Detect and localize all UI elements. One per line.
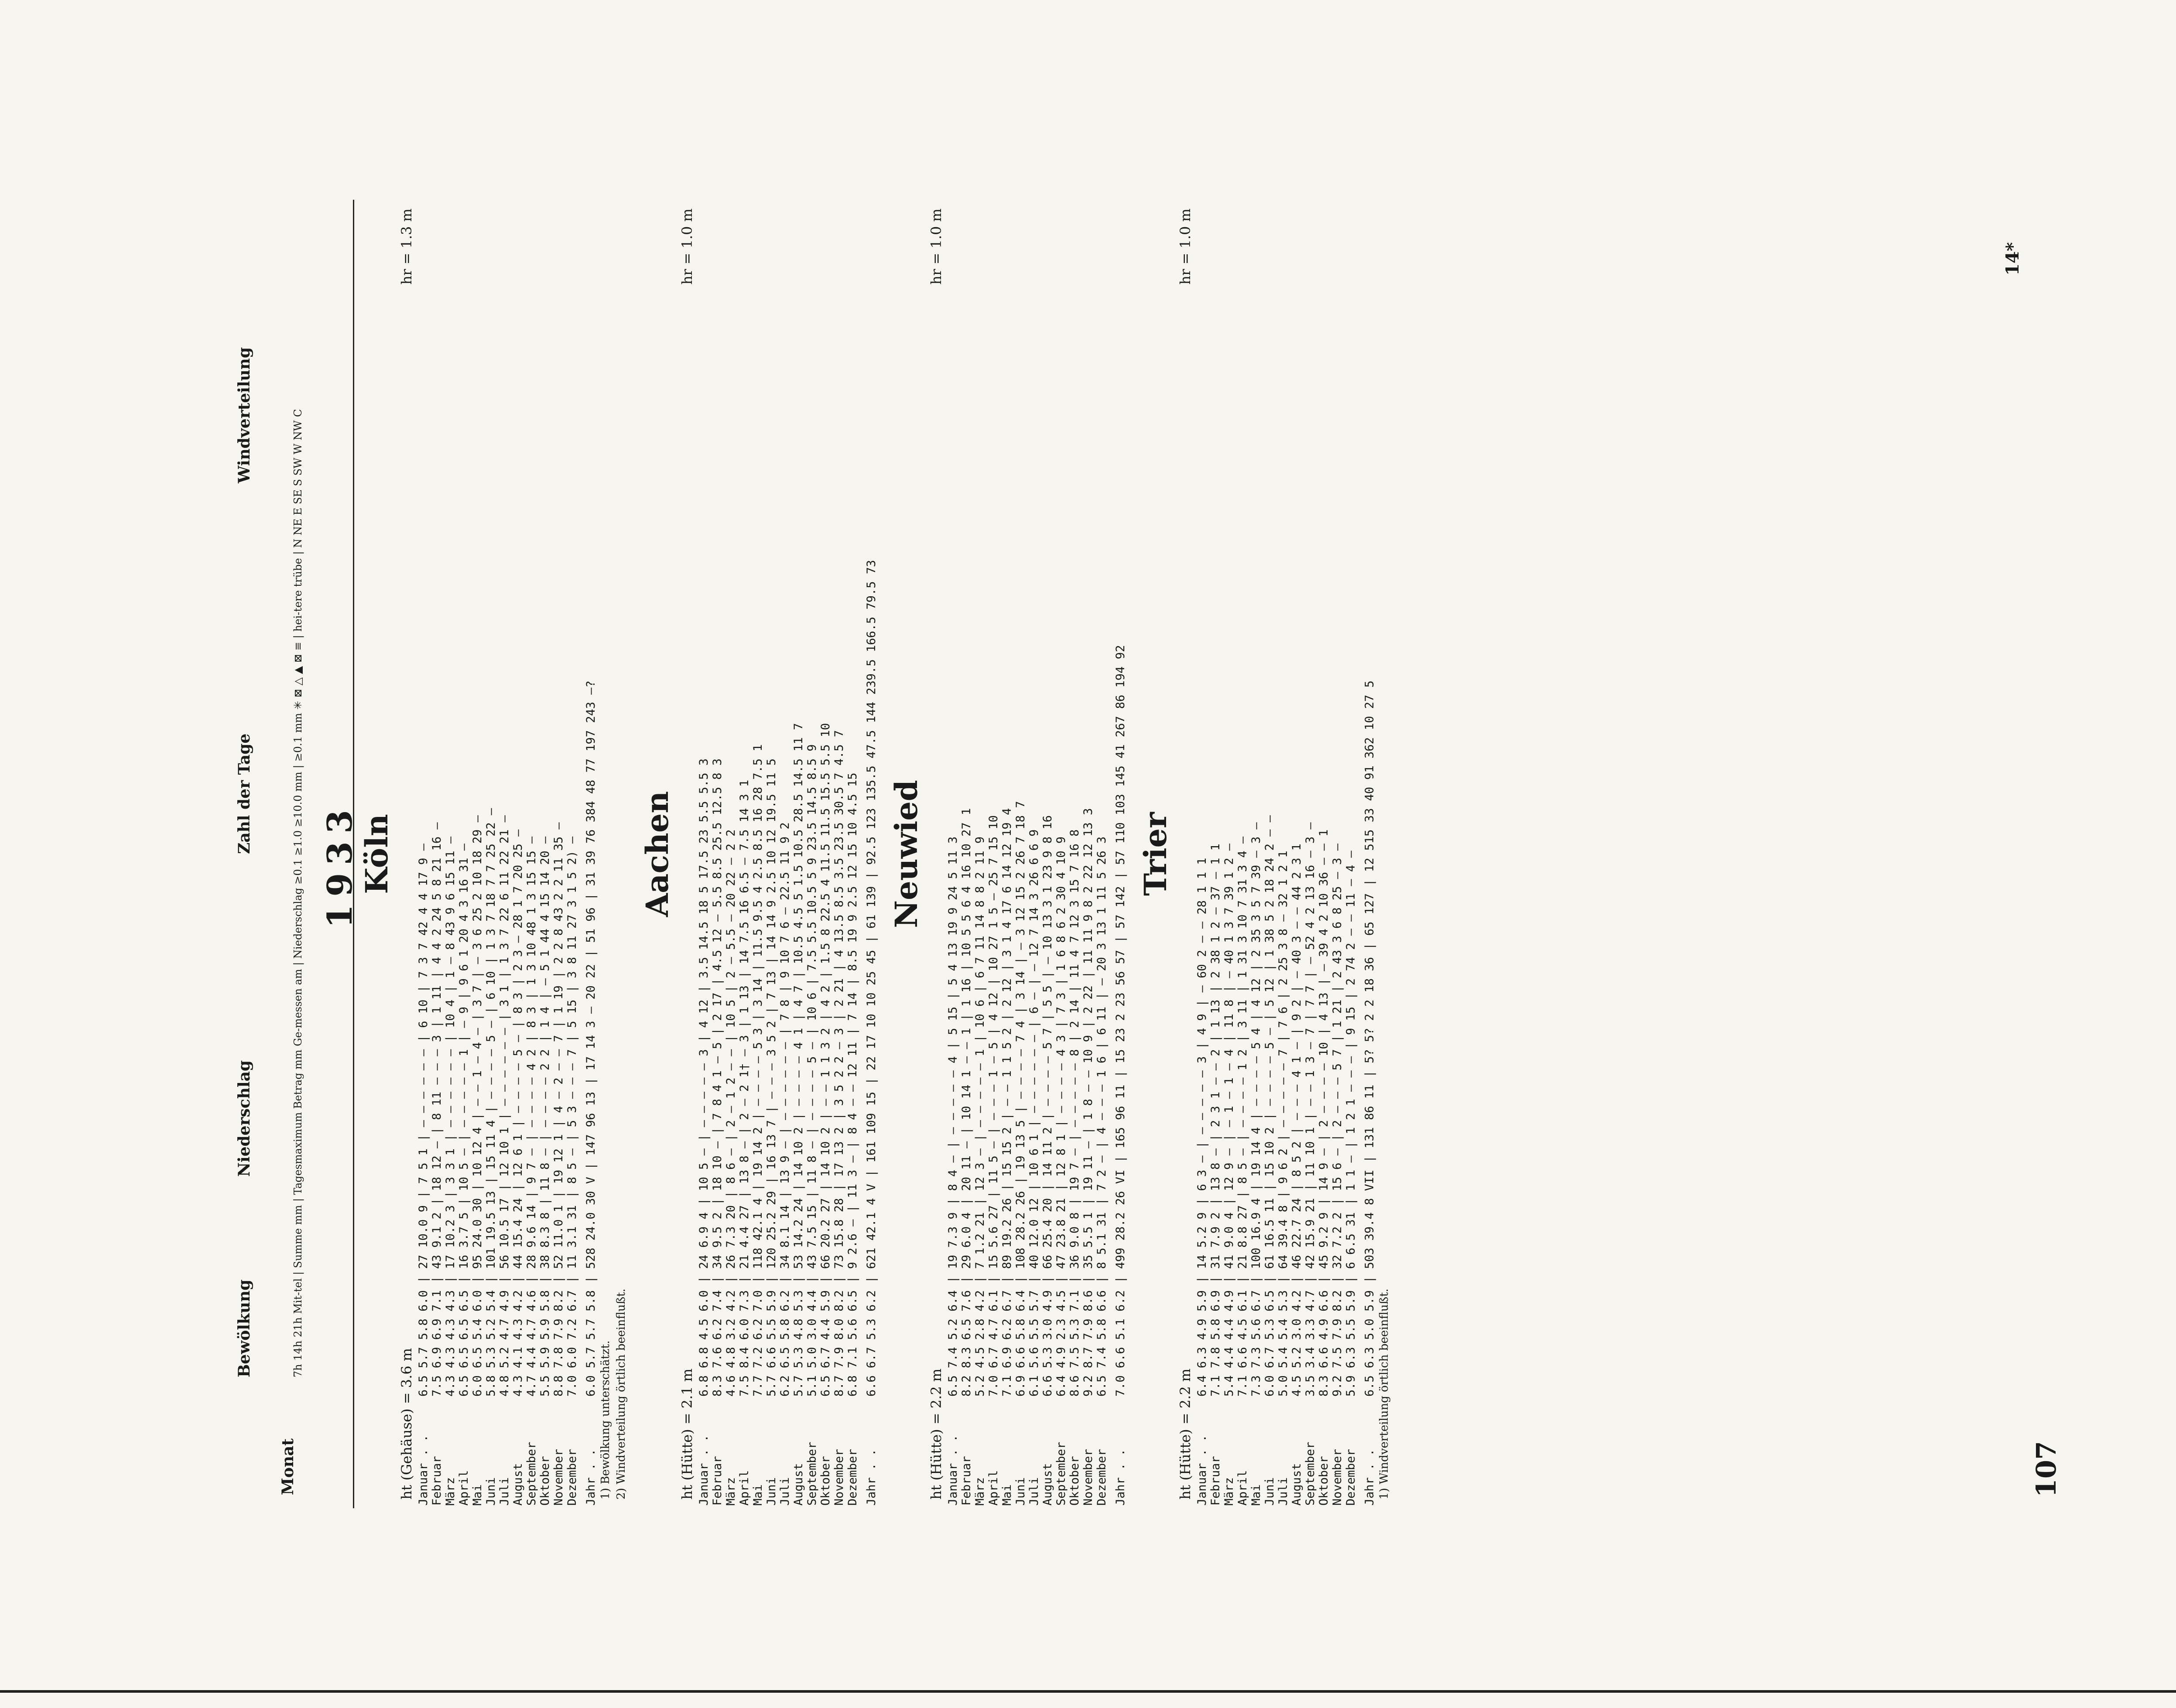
row-values: 5.1 5.0 3.0 4.4 | 43 7.5 15 | 11 8 — | — — — — 5 — | 10 6 | 7.5 5.5 10.5 5 9 23.5 14.5 8.5 9: [805, 744, 819, 1397]
row-values: 7.7 7.2 6.2 7.0 | 118 42.1 4 | 19 14 2 | — — — — 5 3 | 3 14 | 11.5 9.5 4 2.5 8.5 16 28 7.5 1: [751, 744, 765, 1397]
row-values: 5.7 6.6 5.5 5.9 | 120 25.2 29 | 16 13 7 | — — — 3 5 2 | 7 13 | 14 14 9 2.5 10 12 19.5 11 5: [765, 758, 778, 1397]
table-row: [538, 200, 552, 1508]
table-row: [792, 200, 805, 1508]
row-values: 7.1 6.6 4.5 6.1 | 21 8.8 27 | 8 5 — | — — — — 1 2 | 3 11 | 1 31 3 10 7 31 3 4 —: [1236, 836, 1249, 1397]
month-rows: [417, 200, 629, 1508]
footnote: 1) Bewölkung unterschätzt.: [599, 1340, 612, 1500]
table-row: [1014, 200, 1027, 1508]
header-zahl-der-tage: Zahl der Tage: [235, 733, 253, 854]
table-row: [805, 200, 819, 1508]
table-row: [1290, 200, 1304, 1508]
month-rows: [946, 200, 1127, 1508]
signature-mark: 14*: [2002, 242, 2023, 276]
row-values: 6.4 6.3 4.9 5.9 | 14 5.2 9 | 6 3 — | — — — — — 3 | 4 9 | — 60 2 — — 28 1 1 1: [1195, 857, 1209, 1397]
station-ht: ht (Hütte) = 2.1 m: [679, 1368, 695, 1500]
footnote: 2) Windverteilung örtlich beeinflußt.: [615, 1288, 628, 1500]
footnote: 1) Windverteilung örtlich beeinflußt.: [1378, 1288, 1391, 1500]
table-row: [1114, 200, 1127, 1508]
month-label: Januar . .: [417, 1435, 430, 1506]
month-label: Mai: [751, 1484, 765, 1506]
month-label: Januar . .: [697, 1435, 711, 1506]
month-label: März: [724, 1477, 738, 1506]
month-label: Mai: [1249, 1484, 1263, 1506]
row-values: 6.0 6.5 5.4 6.0 | 95 24.0 30 | 10 12 4 | — — 1 — 4 — | 3 7 | — 3 6 25 2 10 18 29 —: [471, 815, 484, 1397]
row-values: 8.6 7.5 5.3 7.1 | 36 9.0 8 | 19 7 — | — — — — — 8 | 2 14 | 11 4 7 12 3 15 7 16 8: [1068, 829, 1081, 1397]
month-label: Februar: [960, 1456, 973, 1506]
header-windverteilung: Windverteilung: [235, 347, 253, 483]
row-values: 5.5 5.9 5.9 5.8 | 38 8.3 8 | 11 8 — | — — — — 2 2 | 1 4 | — 5 1 44 4 15 14 20 —: [538, 836, 552, 1397]
row-values: 6.4 4.9 2.3 4.5 | 47 23.8 21 | 12 8 1 | — — — — 4 3 | 7 3 | 1 6 8 6 2 30 4 10 9: [1054, 836, 1068, 1397]
month-label: Februar: [430, 1456, 444, 1506]
table-row: [1195, 200, 1209, 1508]
month-label: September: [525, 1442, 538, 1506]
station-section: [887, 200, 1127, 1508]
table-row: [525, 200, 538, 1508]
table-row: [724, 200, 738, 1508]
month-label: November: [1081, 1448, 1095, 1506]
table-row: [1209, 200, 1222, 1508]
page-edge-line: [0, 1690, 2176, 1693]
month-label: Mai: [471, 1484, 484, 1506]
month-label: September: [1304, 1442, 1317, 1506]
table-row: [778, 200, 792, 1508]
month-label: Oktober: [538, 1456, 552, 1506]
month-label: November: [1331, 1448, 1344, 1506]
table-row: [584, 200, 598, 1508]
table-row: [565, 200, 579, 1508]
month-label: Juli: [498, 1477, 511, 1506]
row-values: 7.0 6.7 4.7 6.1 | 15 5.6 27 | 11 5 — | — — — 1 — 5 | 4 12 | 10 27 1 5 — 25 7 15 10: [987, 815, 1000, 1397]
header-monat: Monat: [279, 1438, 297, 1495]
page-number: 107: [2030, 1441, 2063, 1498]
station-hr: hr = 1.0 m: [1177, 208, 1194, 285]
row-values: 6.5 6.5 6.5 6.5 | 16 3.7 5 | 10 5 — | — — — — — 1 | — 9 | 9 6 1 20 4 3 16 31 —: [457, 844, 471, 1397]
climate-table: [226, 200, 1950, 1508]
table-row: [751, 200, 765, 1508]
station-name: Köln: [359, 814, 395, 894]
month-label: Juni: [1014, 1477, 1027, 1506]
station-hr: hr = 1.3 m: [398, 208, 415, 285]
row-values: 6.5 6.3 5.0 5.9 | 503 39.4 8 VII | 131 86 11 | 5? 5? 2 2 18 36 | 65 127 | 12 515 33 40 91 362 10 27 5: [1363, 680, 1376, 1397]
month-label: Oktober: [1068, 1456, 1081, 1506]
table-row: [444, 200, 457, 1508]
station-hr: hr = 1.0 m: [928, 208, 944, 285]
table-row: [1331, 200, 1344, 1508]
table-row: [1317, 200, 1331, 1508]
month-label: April: [738, 1470, 751, 1506]
month-label: Juni: [484, 1477, 498, 1506]
row-values: 8.3 6.6 4.9 6.6 | 45 9.2 9 | 14 9 — | 2 — — — — 10 | 4 13 | — 39 4 2 10 36 — — 1: [1317, 829, 1331, 1397]
row-values: 9.2 7.5 7.9 8.2 | 32 7.2 2 | 15 6 — | 2 — — — 5 7 | 1 21 | 2 43 3 6 8 25 — 3 —: [1331, 844, 1344, 1397]
table-row: [1041, 200, 1054, 1508]
row-values: 7.0 6.0 7.2 6.7 | 11 3.1 31 | 8 5 — | 5 3 — — — 7 | 5 15 | 3 8 11 27 3 1 5 2) —: [565, 836, 579, 1397]
station-ht: ht (Hütte) = 2.2 m: [928, 1368, 944, 1500]
month-label: Januar . .: [1195, 1435, 1209, 1506]
header-bewoelkung: Bewölkung: [235, 1279, 253, 1377]
month-label: Jahr . .: [584, 1448, 598, 1506]
header-niederschlag: Niederschlag: [235, 1060, 253, 1177]
table-row: [484, 200, 498, 1508]
table-row: [819, 200, 832, 1508]
station-hr: hr = 1.0 m: [679, 208, 695, 285]
month-label: Dezember: [1095, 1448, 1109, 1506]
row-values: 6.1 5.6 5.5 5.7 | 40 12.0 12 | 10 6 1 | — — — — — — | 6 — | — 12 7 14 3 26 6 6 9: [1027, 829, 1041, 1397]
table-row: [1236, 200, 1249, 1508]
row-values: 7.5 8.4 6.0 7.3 | 21 4.4 27 | 13 8 — | 2 — 2 1† — 3 | 1 13 | 14 7.5 16 6.5 — 7.5 14 3 1: [738, 779, 751, 1397]
table-row: [417, 200, 430, 1508]
row-values: 4.3 4.3 4.3 4.3 | 17 10.2 3 | 3 3 1 | — — — — — — | 10 4 | 1 — 8 43 9 6 15 11 —: [444, 836, 457, 1397]
month-label: April: [1236, 1470, 1249, 1506]
table-row: [1276, 200, 1290, 1508]
month-label: März: [444, 1477, 457, 1506]
month-rows: [1195, 200, 1392, 1508]
month-label: August: [792, 1463, 805, 1506]
table-row: [430, 200, 444, 1508]
month-label: Jahr . .: [1363, 1448, 1376, 1506]
row-values: 6.5 7.4 5.8 6.6 | 8 5.1 31 | 7 2 — | 4 — — — 1 6 | 6 11 | — 20 3 13 1 11 5 26 3: [1095, 836, 1109, 1397]
month-label: Oktober: [819, 1456, 832, 1506]
month-label: Juli: [778, 1477, 792, 1506]
table-row: [846, 200, 859, 1508]
row-values: 6.0 6.7 5.3 6.5 | 61 16.5 11 | 15 10 2 | — — — — 5 — | 5 12 | 1 38 5 2 18 24 2 — —: [1263, 815, 1276, 1397]
table-row: [1068, 200, 1081, 1508]
month-label: August: [1290, 1463, 1304, 1506]
table-row: [552, 200, 565, 1508]
row-values: 5.0 5.4 5.4 5.3 | 64 39.4 8 | 9 6 2 | — — — — — 7 | 7 6 | 2 25 3 8 — 32 1 2 1: [1276, 851, 1290, 1397]
table-row: [832, 200, 846, 1508]
row-values: 3.5 3.4 3.3 4.7 | 42 15.9 21 | 11 10 1 | — — 1 3 — 7 | 7 7 | — 52 4 2 13 16 — 3 —: [1304, 822, 1317, 1397]
row-values: 6.2 6.5 5.8 6.2 | 34 8.1 14 | 13 9 — | — — — — — — | 7 8 | 9 10 7 6 — 22.5 11 9 2: [778, 822, 792, 1397]
row-values: 6.5 7.4 5.2 6.4 | 19 7.3 9 | 8 4 — | — — — — — 4 | 5 15 | 5 4 13 19 9 24 5 11 3: [946, 836, 960, 1397]
table-row: [1081, 200, 1095, 1508]
table-row: [1054, 200, 1068, 1508]
station-section: [638, 200, 878, 1508]
month-label: August: [511, 1463, 525, 1506]
month-label: April: [987, 1470, 1000, 1506]
month-label: Mai: [1000, 1484, 1014, 1506]
row-values: 4.6 4.8 3.2 4.2 | 26 7.3 20 | 8 6 — | 2 — 1 2 — — | 10 5 | 2 — 5.5 — 20 22 — 2 2: [724, 829, 738, 1397]
table-row: [1222, 200, 1236, 1508]
row-values: 6.8 6.8 4.5 6.0 | 24 6.9 4 | 10 5 — | — — — — — 3 | 4 12 | 3.5 14.5 18 5 17.5 23 5.5 5.5 3: [697, 758, 711, 1397]
row-values: 6.6 5.3 3.0 4.9 | 66 25.4 20 | 14 11 2 | — — — — 5 7 | 5 5 | — 10 13 3 1 23 9 8 16: [1041, 815, 1054, 1397]
month-label: September: [1054, 1442, 1068, 1506]
row-values: 8.7 7.9 8.0 8.2 | 73 15.8 28 | 17 13 2 | 3 5 2 2 — 3 | 2 21 | 4 13.5 8.5 3.5 23.5 30.5 7 4.5 7: [832, 730, 846, 1397]
month-label: Dezember: [846, 1448, 859, 1506]
month-label: Februar: [1209, 1456, 1222, 1506]
row-values: 5.8 5.3 5.2 5.4 | 101 19.5 13 | 15 11 4 | — — — — 5 — | 6 10 | 1 3 7 18 7 7 25 22 —: [484, 808, 498, 1397]
table-row: [1363, 200, 1376, 1508]
table-row: [1095, 200, 1109, 1508]
row-values: 8.2 8.3 6.5 7.6 | 29 6.0 4 | 20 11 — | 10 14 1 — — 1 | 1 16 | 10 5 5 6 4 16 10 27 1: [960, 808, 973, 1397]
month-label: Juli: [1027, 1477, 1041, 1506]
row-values: 6.5 5.7 5.8 6.0 | 27 10.0 9 | 7 5 1 | — — — — — — | 6 10 | 7 3 7 42 4 4 17 9 —: [417, 844, 430, 1397]
row-values: 7.5 6.9 6.9 7.1 | 43 9.1 2 | 18 12 — | 8 11 — — — 3 | 1 11 | 4 4 2 24 5 8 21 16 —: [430, 822, 444, 1397]
station-name: Aachen: [639, 791, 675, 917]
row-values: 6.8 7.1 5.6 6.5 | 9 2.6 — | 11 3 — | 8 4 — — 12 11 | 7 14 | 8.5 19 9 2.5 12 15 10 4.5 15: [846, 772, 859, 1397]
station-heights: [677, 200, 697, 1508]
row-values: 4.3 4.1 4.3 4.2 | 44 15.4 24 | 12 6 1 | — — — — 5 — | 8 3 | 2 3 — 28 1 7 20 25 —: [511, 829, 525, 1397]
month-label: Juni: [765, 1477, 778, 1506]
row-values: 8.3 7.6 6.2 7.4 | 34 9.5 2 | 18 10 — | 7 8 4 1 — 5 | 2 17 | 4.5 12 — 5.5 8.5 25.5 12.5 8 3: [711, 758, 724, 1397]
row-values: 6.9 6.6 5.8 6.4 | 108 28.2 26 | 19 13 5 | — — — — 7 4 | 3 14 | — 3 12 15 2 26 7 18 7: [1014, 801, 1027, 1397]
table-row: [1000, 200, 1014, 1508]
header-subcolumns: 7h 14h 21h Mit-tel | Summe mm | Tagesmaximum Betrag mm Ge-messen am | Niederschlag ≥0.1 ≥1.0 ≥10.0 mm | ≥0.1 mm ✳ ⊠ △ ▲ ⊠ ≡ | hei-tere trübe | N NE E SE S SW W NW C: [292, 409, 304, 1377]
year-heading: 1933: [320, 802, 360, 928]
month-label: Juni: [1263, 1477, 1276, 1506]
row-values: 7.0 6.6 5.1 6.2 | 499 28.2 26 VI | 165 96 11 | 15 23 2 23 56 57 | 57 142 | 57 110 103 145 41 267 86 194 92: [1114, 645, 1127, 1397]
month-label: August: [1041, 1463, 1054, 1506]
month-label: Dezember: [1344, 1448, 1358, 1506]
month-label: März: [973, 1477, 987, 1506]
table-row: [1027, 200, 1041, 1508]
table-row: [498, 200, 511, 1508]
table-row: [697, 200, 711, 1508]
row-values: 4.8 5.2 4.7 4.9 | 56 10.5 17 | 12 10 1 | — — — — — — | 3 1 | 1 3 7 22 6 11 22 21 —: [498, 815, 511, 1397]
month-label: September: [805, 1442, 819, 1506]
table-row: [738, 200, 751, 1508]
row-values: 8.8 7.8 7.9 8.2 | 52 11.0 1 | 19 12 1 | 4 — 2 — — 7 | 1 19 | 2 2 8 43 2 2 11 35 —: [552, 822, 565, 1397]
month-label: Oktober: [1317, 1456, 1331, 1506]
month-label: Jahr . .: [1114, 1448, 1127, 1506]
month-rows: [697, 200, 878, 1508]
row-values: 5.4 4.4 4.4 4.9 | 41 9.0 4 | 12 9 — | — 1 — 1 — 4 | 11 8 | — 40 1 3 7 39 1 2 —: [1222, 844, 1236, 1397]
row-values: 5.7 5.3 4.8 5.3 | 53 14.2 24 | 14 10 2 | — — — — 4 1 | 4 7 | 10.5 4.5 5 1.5 10.5 28.5 14.5 11 7: [792, 723, 805, 1397]
month-label: November: [832, 1448, 846, 1506]
table-row: [1263, 200, 1276, 1508]
row-values: 7.1 6.9 6.2 6.7 | 89 19.2 26 | 15 15 2 | — — 1 1 5 2 | 2 12 | 3 1 4 17 6 14 12 19 4: [1000, 808, 1014, 1397]
month-label: März: [1222, 1477, 1236, 1506]
month-label: Dezember: [565, 1448, 579, 1506]
station-name: Neuwied: [888, 780, 924, 928]
station-ht: ht (Gehäuse) = 3.6 m: [398, 1348, 415, 1500]
station-heights: [926, 200, 946, 1508]
station-heights: [1175, 200, 1195, 1508]
row-values: 6.6 6.7 5.3 6.2 | 621 42.1 4 V | 161 109 15 | 22 17 10 10 25 45 | 61 139 | 92.5 123 135.5 47.5 144 239.5 166.5 79.5 73: [865, 560, 878, 1397]
month-label: Januar . .: [946, 1435, 960, 1506]
table-row: [973, 200, 987, 1508]
row-values: 7.1 7.8 5.8 6.9 | 31 7.9 2 | 13 8 — | 2 3 1 — — 2 | 1 13 | 2 38 1 2 — 37 — 1 1: [1209, 844, 1222, 1397]
table-row: [1344, 200, 1358, 1508]
month-label: Jahr . .: [865, 1448, 878, 1506]
row-values: 6.5 6.7 4.4 5.9 | 66 20.2 27 | 14 10 2 | — — 1 1 3 2 | 4 2 | 1.5 8 22.5 4 11.5 11.5 15.5 5.5 10: [819, 723, 832, 1397]
row-values: 4.7 4.4 4.7 4.6 | 28 9.6 14 | 9 7 — | — — — — 4 2 | 8 3 | 1 3 10 48 1 3 15 15 —: [525, 836, 538, 1397]
table-row: [987, 200, 1000, 1508]
table-row: [865, 200, 878, 1508]
station-heights: [397, 200, 417, 1508]
row-values: 5.9 6.3 5.5 5.9 | 6 6.5 31 | 1 1 — | 1 2 1 — — — | 9 15 | 2 74 2 — — 11 — 4 —: [1344, 851, 1358, 1397]
table-row: [765, 200, 778, 1508]
station-name: Trier: [1137, 812, 1174, 896]
table-row: [946, 200, 960, 1508]
month-label: November: [552, 1448, 565, 1506]
table-row: [711, 200, 724, 1508]
table-row: [1304, 200, 1317, 1508]
table-row: [457, 200, 471, 1508]
station-ht: ht (Hütte) = 2.2 m: [1177, 1368, 1194, 1500]
row-values: 7.3 7.3 5.6 6.7 | 100 16.9 4 | 19 14 4 | — — — — 5 4 | 4 12 | 2 35 3 5 7 39 — 3 —: [1249, 822, 1263, 1397]
station-section: [1136, 200, 1392, 1508]
month-label: Juli: [1276, 1477, 1290, 1506]
row-values: 9.2 8.7 7.9 8.6 | 35 5.5 1 | 19 11 — | 1 8 — — 10 9 | 2 22 | 11 11 9 8 2 22 12 13 3: [1081, 808, 1095, 1397]
table-row: [960, 200, 973, 1508]
table-row: [471, 200, 484, 1508]
row-values: 5.2 4.5 2.8 4.2 | 7 1.2 21 | 12 3 — | — — — — — 1 | 10 6 | 6 7 11 14 8 8 2 11 9: [973, 836, 987, 1397]
table-row: [1249, 200, 1263, 1508]
table-row: [511, 200, 525, 1508]
month-label: April: [457, 1470, 471, 1506]
month-label: Februar: [711, 1456, 724, 1506]
row-values: 6.0 5.7 5.7 5.8 | 528 24.0 30 V | 147 96 13 | 17 14 3 — 20 22 | 51 96 | 31 39 76 384 48 77 197 243 —?: [584, 680, 598, 1397]
row-values: 4.5 5.2 3.0 4.2 | 46 22.7 24 | 8 5 2 | — — — 4 1 — | 9 2 | — 40 3 — — 44 2 3 1: [1290, 844, 1304, 1397]
station-section: [357, 200, 629, 1508]
